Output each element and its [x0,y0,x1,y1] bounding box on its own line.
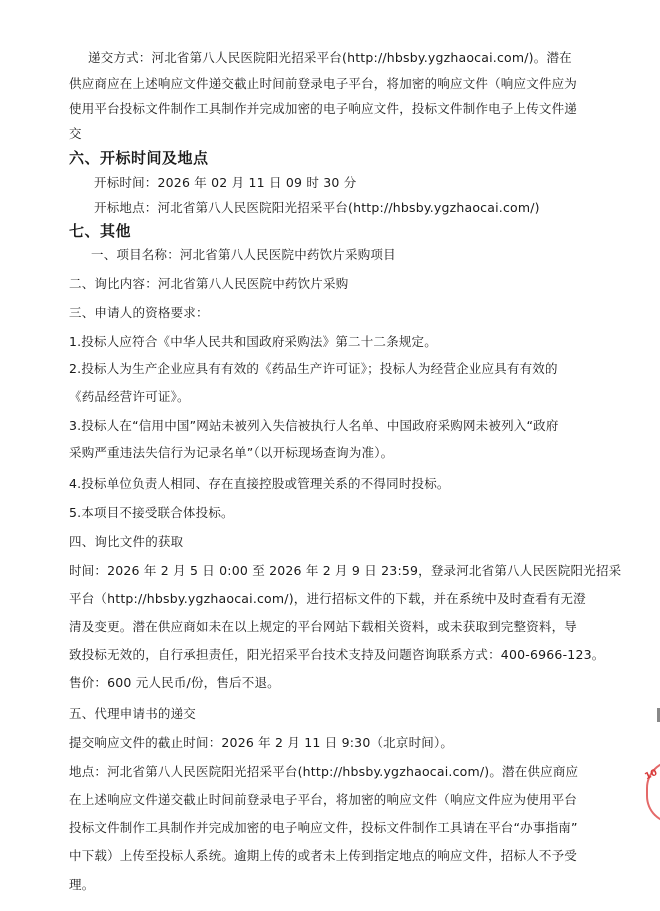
location-line-4: 中下载）上传至投标人系统。逾期上传的或者未上传到指定地点的响应文件，招标人不予受 [69,848,578,863]
acquisition-time-line-3: 清及变更。潜在供应商如未在以上规定的平台网站下载相关资料，或未获取到完整资料，导 [69,619,578,634]
acquisition-time-line-1: 时间：2026 年 2 月 5 日 0:00 至 2026 年 2 月 9 日 23:59，登录河北省第八人民医院阳光招采 [69,563,622,578]
qualification-item-3-line-2: 采购严重违法失信行为记录名单”（以开标现场查询为准）。 [69,445,394,460]
location-line-1: 地点：河北省第八人民医院阳光招采平台(http://hbsby.ygzhaocai.com/)。潜在供应商应 [69,764,579,779]
qualification-heading: 三、申请人的资格要求： [69,305,209,320]
location-line-5: 理。 [69,877,95,892]
deadline-line: 提交响应文件的截止时间：2026 年 2 月 11 日 9:30（北京时间）。 [69,735,454,750]
location-line-3: 投标文件制作工具制作并完成加密的电子响应文件，投标文件制作工具请在平台“办事指南” [69,820,578,835]
acquisition-time-line-2: 平台（http://hbsby.ygzhaocai.com/)，进行招标文件的下载，并在系统中及时查看有无澄 [69,591,586,606]
qualification-item-5: 5.本项目不接受联合体投标。 [69,505,234,520]
location-line-2: 在上述响应文件递交截止时间前登录电子平台，将加密的响应文件（响应文件应为使用平台 [69,792,578,807]
document-acquisition-heading: 四、询比文件的获取 [69,534,184,549]
project-name: 一、项目名称：河北省第八人民医院中药饮片采购项目 [91,247,396,262]
section-heading-opening: 六、开标时间及地点 [69,149,209,167]
submission-method-line-1: 递交方式：河北省第八人民医院阳光招采平台(http://hbsby.ygzhaocai.com/)。潜在 [88,50,572,65]
inquiry-content: 二、询比内容：河北省第八人民医院中药饮片采购 [69,276,349,291]
price-line: 售价：600 元人民币/份，售后不退。 [69,675,280,690]
qualification-item-4: 4.投标单位负责人相同、存在直接控股或管理关系的不得同时投标。 [69,476,450,491]
submission-method-line-2: 供应商应在上述响应文件递交截止时间前登录电子平台，将加密的响应文件（响应文件应为 [69,76,578,91]
seal-text: 10 [643,767,660,783]
qualification-item-1: 1.投标人应符合《中华人民共和国政府采购法》第二十二条规定。 [69,334,437,349]
submission-method-line-3: 使用平台投标文件制作工具制作并完成加密的电子响应文件，投标文件制作电子上传文件递 [69,101,578,116]
opening-time: 开标时间：2026 年 02 月 11 日 09 时 30 分 [94,175,357,190]
qualification-item-2-line-1: 2.投标人为生产企业应具有有效的《药品生产许可证》；投标人为经营企业应具有有效的 [69,361,558,376]
opening-location: 开标地点：河北省第八人民医院阳光招采平台(http://hbsby.ygzhaocai.com/) [94,200,540,215]
qualification-item-2-line-2: 《药品经营许可证》。 [69,389,190,404]
application-submission-heading: 五、代理申请书的递交 [69,706,197,721]
qualification-item-3-line-1: 3.投标人在“信用中国”网站未被列入失信被执行人名单、中国政府采购网未被列入“政府 [69,418,559,433]
submission-method-line-4: 交 [69,126,82,141]
acquisition-time-line-4: 致投标无效的，自行承担责任，阳光招采平台技术支持及问题咨询联系方式：400-6966-123。 [69,647,605,662]
section-heading-other: 七、其他 [69,222,132,240]
